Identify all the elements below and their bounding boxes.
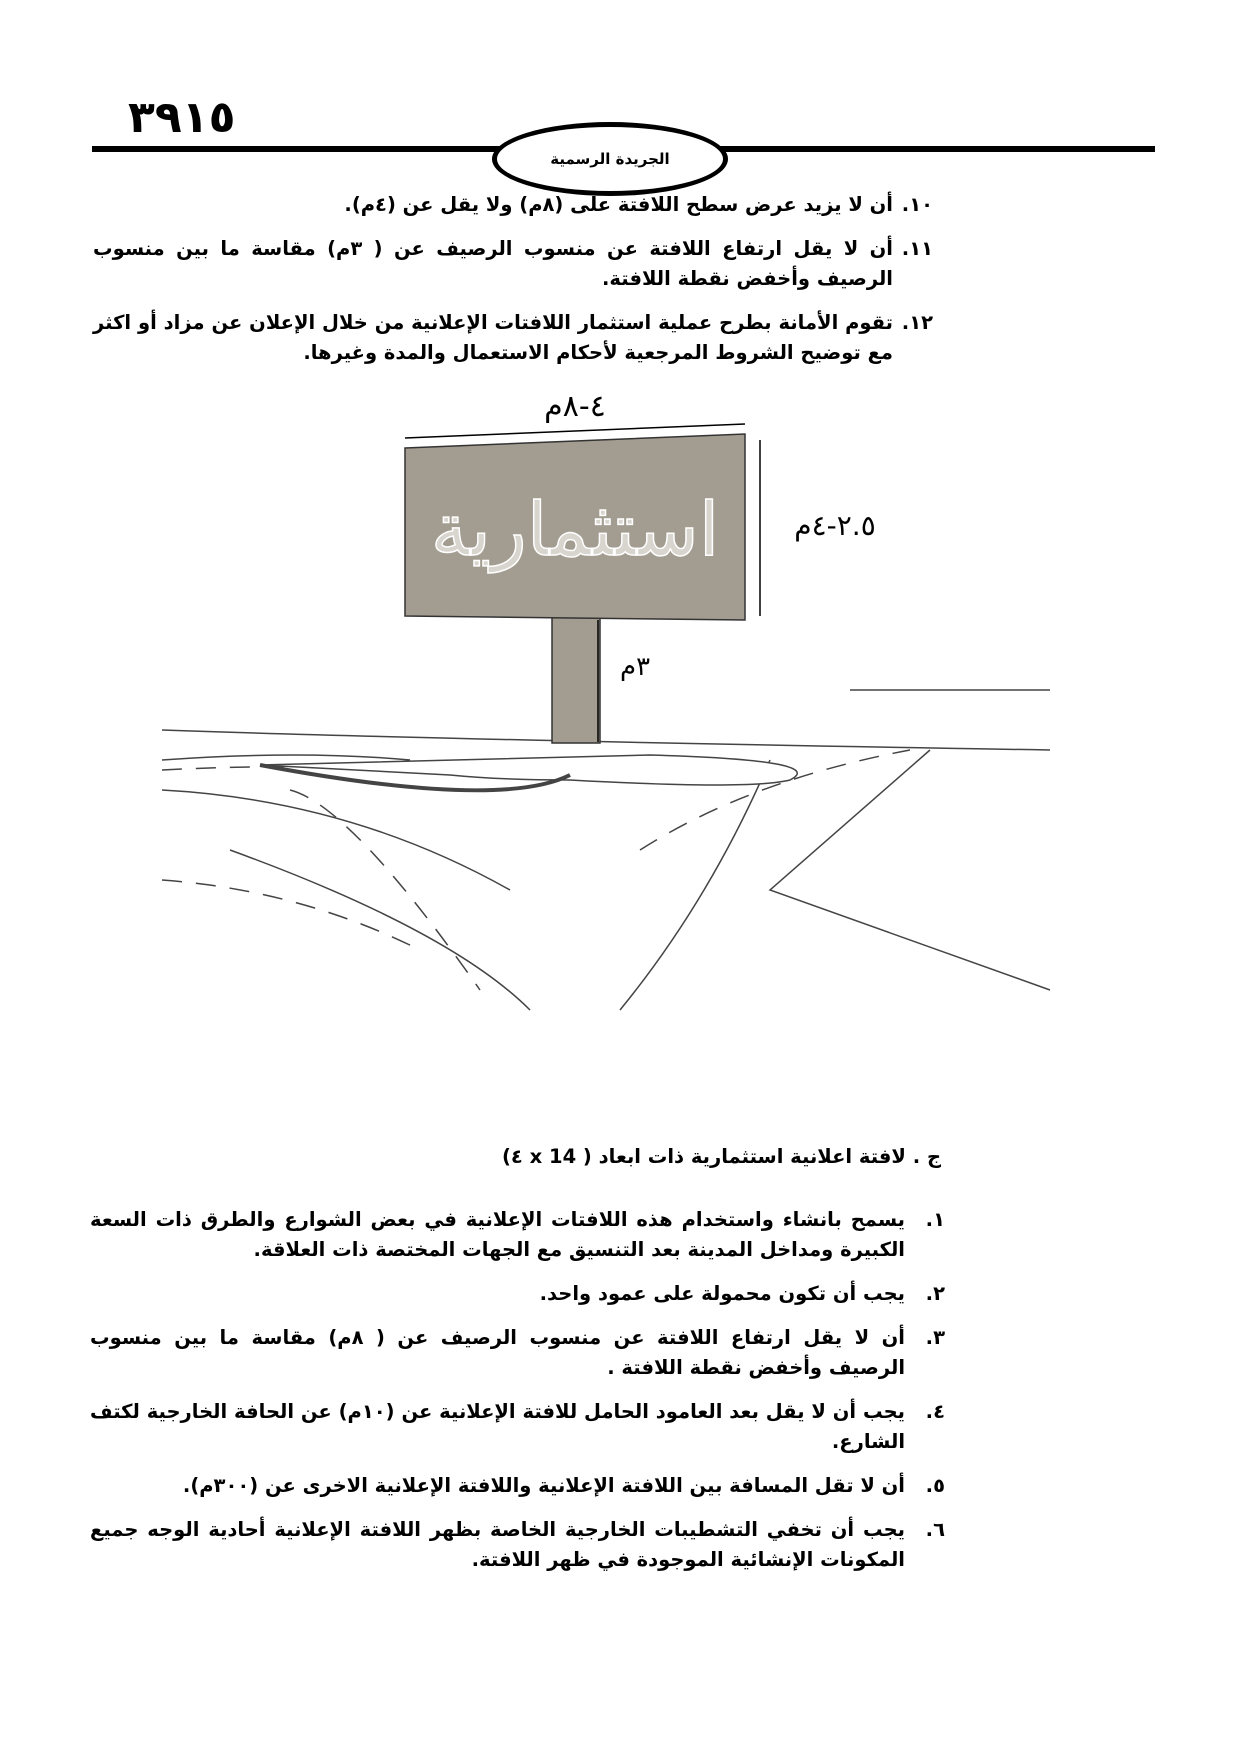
item-text: أن لا يزيد عرض سطح اللافتة على (٨م) ولا يقل عن (٤م). xyxy=(344,193,893,216)
list-item xyxy=(90,1279,945,1309)
section-b-list xyxy=(93,190,933,382)
section-c-list xyxy=(90,1205,945,1589)
item-number: ١. xyxy=(925,1208,945,1231)
gazette-title: الجريدة الرسمية xyxy=(550,150,670,168)
list-item xyxy=(93,190,933,220)
item-number: ٢. xyxy=(925,1282,945,1305)
list-item xyxy=(93,308,933,368)
sign-text: استثمارية xyxy=(430,487,720,573)
item-number: ٥. xyxy=(925,1474,945,1497)
item-text: أن لا تقل المسافة بين اللافتة الإعلانية واللافتة الإعلانية الاخرى عن (٣٠٠م). xyxy=(182,1474,905,1497)
road-lines xyxy=(162,690,1050,1010)
width-label: ٤-٨م xyxy=(544,389,606,424)
page-number: ٣٩١٥ xyxy=(128,92,236,143)
section-heading: ج . لافتة اعلانية استثمارية ذات ابعاد ( 14 x ٤) xyxy=(502,1145,941,1168)
item-number: ١١. xyxy=(901,237,933,260)
item-text: تقوم الأمانة بطرح عملية استثمار اللافتات الإعلانية من خلال الإعلان عن مزاد أو اكثر مع توضيح الشروط المرجعية لأحكام الاستعمال والمدة وغيرها. xyxy=(93,311,893,364)
item-text: يجب أن تخفي التشطيبات الخارجية الخاصة بظهر اللافتة الإعلانية أحادية الوجه جميع المكونات الإنشائية الموجودة في ظهر اللافتة. xyxy=(90,1518,905,1571)
item-text: يجب أن لا يقل بعد العامود الحامل للافتة الإعلانية عن (١٠م) عن الحافة الخارجية لكتف الشارع. xyxy=(90,1400,906,1453)
sign-pole xyxy=(552,615,600,743)
list-item xyxy=(90,1471,945,1501)
height-label: ٢.٥-٤م xyxy=(794,509,876,542)
item-number: ٤. xyxy=(925,1400,945,1423)
gazette-title-badge xyxy=(492,122,728,196)
list-item xyxy=(93,234,933,294)
item-text: يجب أن تكون محمولة على عمود واحد. xyxy=(539,1282,905,1305)
item-number: ٦. xyxy=(925,1518,945,1541)
clearance-label: ٣م xyxy=(619,652,651,682)
list-item xyxy=(90,1397,945,1457)
list-item xyxy=(90,1205,945,1265)
list-item xyxy=(90,1323,945,1383)
item-text: أن لا يقل ارتفاع اللافتة عن منسوب الرصيف عن ( ٣م) مقاسة ما بين منسوب الرصيف وأخفض نقطة اللافتة. xyxy=(93,237,893,290)
list-item xyxy=(90,1515,945,1575)
item-text: أن لا يقل ارتفاع اللافتة عن منسوب الرصيف عن ( ٨م) مقاسة ما بين منسوب الرصيف وأخفض نقطة اللافتة . xyxy=(90,1326,905,1379)
item-number: ٣. xyxy=(925,1326,945,1349)
item-text: يسمح بانشاء واستخدام هذه اللافتات الإعلانية في بعض الشوارع والطرق ذات السعة الكبيرة ومداخل المدينة بعد التنسيق مع الجهات المختصة ذات العلاقة. xyxy=(90,1208,905,1261)
item-number: ١٢. xyxy=(901,311,933,334)
item-number: ١٠. xyxy=(901,193,933,216)
billboard-diagram xyxy=(150,385,1050,1020)
